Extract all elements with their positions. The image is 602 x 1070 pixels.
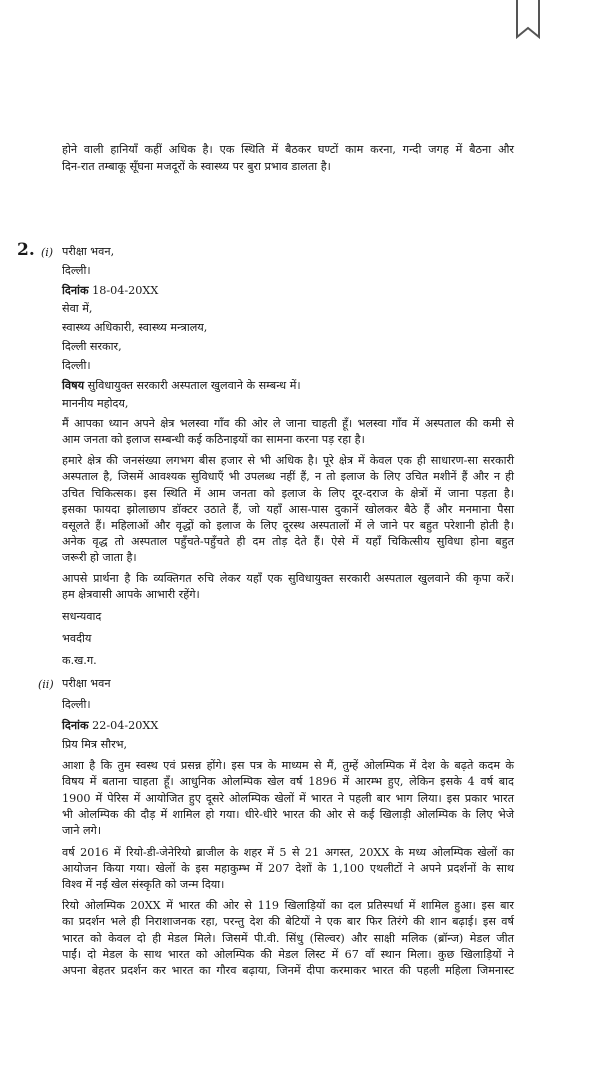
- body-line: 1900 में पेरिस में आयोजित हुए दूसरे ओलम्पिक खेलों में भारत ने पहली बार भाग लिया। इस प्रकार भारत: [62, 792, 514, 805]
- body-line: भी ओलम्पिक की दौड़ में शामिल हो गया। धीरे-धीरे भारत की ओर से कई खिलाड़ी ओलम्पिक के लिए भेजे: [62, 808, 514, 821]
- body-line: अनेक वृद्ध तो अस्पताल पहुँचते-पहुँचते ही दम तोड़ देते हैं। ऐसे में यहाँ चिकित्सीय सुविधा होना बहुत: [62, 535, 514, 548]
- recipient-line-4: दिल्ली।: [62, 359, 91, 372]
- body-line: हमारे क्षेत्र की जनसंख्या लगभग बीस हजार से भी अधिक है। पूरे क्षेत्र में केवल एक ही साधारण-सा सरकारी: [62, 454, 514, 467]
- salutation: माननीय महोदय,: [62, 397, 129, 410]
- date-label: दिनांक: [62, 718, 89, 732]
- part-i-label: (i): [41, 246, 54, 259]
- body-line: वसूलते हैं। महिलाओं और वृद्धों को इलाज के लिए दूरस्थ अस्पतालों में ले जाने पर बहुत परेशानी होती है।: [62, 519, 514, 532]
- body-line: आम जनता को इलाज सम्बन्धी कई कठिनाइयों का सामना करना पड़ रहा है।: [62, 433, 365, 446]
- intro-line-1: होने वाली हानियाँ कहीं अधिक है। एक स्थिति में बैठकर घण्टों काम करना, गन्दी जगह में बैठना और: [62, 143, 514, 156]
- body-line: रियो ओलम्पिक 20XX में भारत की ओर से 119 खिलाड़ियों का दल प्रतिस्पर्धा में शामिल हुआ। इस बार: [62, 899, 514, 912]
- sender-address-2: दिल्ली।: [62, 698, 91, 711]
- signature: क.ख.ग.: [62, 654, 97, 667]
- sender-address-1: परीक्षा भवन: [62, 677, 111, 690]
- body-line: आपसे प्रार्थना है कि व्यक्तिगत रुचि लेकर यहाँ एक सुविधायुक्त सरकारी अस्पताल खुलवाने की कृपा करें।: [62, 572, 514, 585]
- sender-address-1: परीक्षा भवन,: [62, 245, 115, 258]
- bookmark-icon[interactable]: [514, 0, 542, 40]
- body-line: पाईं। दो मेडल के साथ भारत को ओलम्पिक की मेडल लिस्ट में 67 वाँ स्थान मिला। कुछ खिलाड़ियों ने: [62, 948, 514, 961]
- recipient-line-2: स्वास्थ्य अधिकारी, स्वास्थ्य मन्त्रालय,: [62, 321, 208, 334]
- body-line: जाने लगे।: [62, 824, 102, 837]
- body-line: वर्ष 2016 में रियो-डी-जेनेरियो ब्राजील के शहर में 5 से 21 अगस्त, 20XX के मध्य ओलम्पिक खेलों का: [62, 846, 514, 859]
- part-ii-label: (ii): [38, 678, 54, 691]
- closing-line-1: सधन्यवाद: [62, 610, 102, 623]
- intro-line-2: दिन-रात तम्बाकू सूँघना मजदूरों के स्वास्थ्य पर बुरा प्रभाव डालता है।: [62, 160, 331, 173]
- date-value: 18-04-20XX: [88, 284, 159, 297]
- subject-label: विषय: [62, 378, 85, 392]
- body-line: जरूरी हो जाता है।: [62, 551, 137, 564]
- recipient-line-3: दिल्ली सरकार,: [62, 340, 122, 353]
- closing-line-2: भवदीय: [62, 632, 92, 645]
- body-line: अस्पताल है, जिसमें आवश्यक सुविधाएँ भी उपलब्ध नहीं हैं, न तो इलाज के लिए उचित मशीनें हैं और न ही: [62, 470, 514, 483]
- body-line: विषय में बताना चाहता हूँ। आधुनिक ओलम्पिक खेल वर्ष 1896 में आरम्भ हुए, लेकिन इसके 4 वर्ष बाद: [62, 775, 514, 788]
- body-line: मैं आपका ध्यान अपने क्षेत्र भलस्वा गाँव की ओर ले जाना चाहती हूँ। भलस्वा गाँव में अस्पताल की कमी से: [62, 417, 514, 430]
- body-line: अपना बेहतर प्रदर्शन कर भारत का गौरव बढ़ाया, जिनमें दीपा करमाकर भारत की पहली महिला जिमनास्ट: [62, 964, 514, 977]
- question-number: 2.: [17, 240, 35, 260]
- date-value: 22-04-20XX: [88, 719, 159, 732]
- recipient-line-1: सेवा में,: [62, 302, 93, 315]
- body-line: उचित चिकित्सक। इस स्थिति में आम जनता को इलाज के लिए दूर-दराज के क्षेत्रों में जाना पड़ता है।: [62, 487, 514, 500]
- date-label: दिनांक: [62, 283, 89, 297]
- body-line: आशा है कि तुम स्वस्थ एवं प्रसन्न होंगे। इस पत्र के माध्यम से मैं, तुम्हें ओलम्पिक में देश के बढ़ते कदम के: [62, 759, 514, 772]
- body-line: भारत को केवल दो ही मेडल मिले। जिसमें पी.वी. सिंधु (सिल्वर) और साक्षी मलिक (ब्रॉन्ज) मेडल जीत: [62, 932, 514, 945]
- subject-text: सुविधायुक्त सरकारी अस्पताल खुलवाने के सम्बन्ध में।: [84, 379, 301, 392]
- sender-address-2: दिल्ली।: [62, 264, 91, 277]
- letter-date: [62, 283, 158, 298]
- body-line: हम क्षेत्रवासी आपके आभारी रहेंगे।: [62, 588, 200, 601]
- letter-subject: [62, 378, 301, 393]
- body-line: आयोजन किया गया। खेलों के इस महाकुम्भ में 207 देशों के 1,100 एथलीटों ने अपने प्रदर्शनों के साथ: [62, 862, 514, 875]
- letter-date: [62, 718, 158, 733]
- body-line: इसका फायदा झोलाछाप डॉक्टर उठाते हैं, जो यहाँ आस-पास दुकानें खोलकर बैठे हैं और मनमाना पैसा: [62, 503, 514, 516]
- body-line: विश्व में नई खेल संस्कृति को जन्म दिया।: [62, 878, 225, 891]
- salutation: प्रिय मित्र सौरभ,: [62, 738, 128, 751]
- body-line: का प्रदर्शन भले ही निराशाजनक रहा, परन्तु देश की बेटियों ने एक बार फिर तिरंगे की शान बढ़ाई। इस वर्ष: [62, 915, 514, 928]
